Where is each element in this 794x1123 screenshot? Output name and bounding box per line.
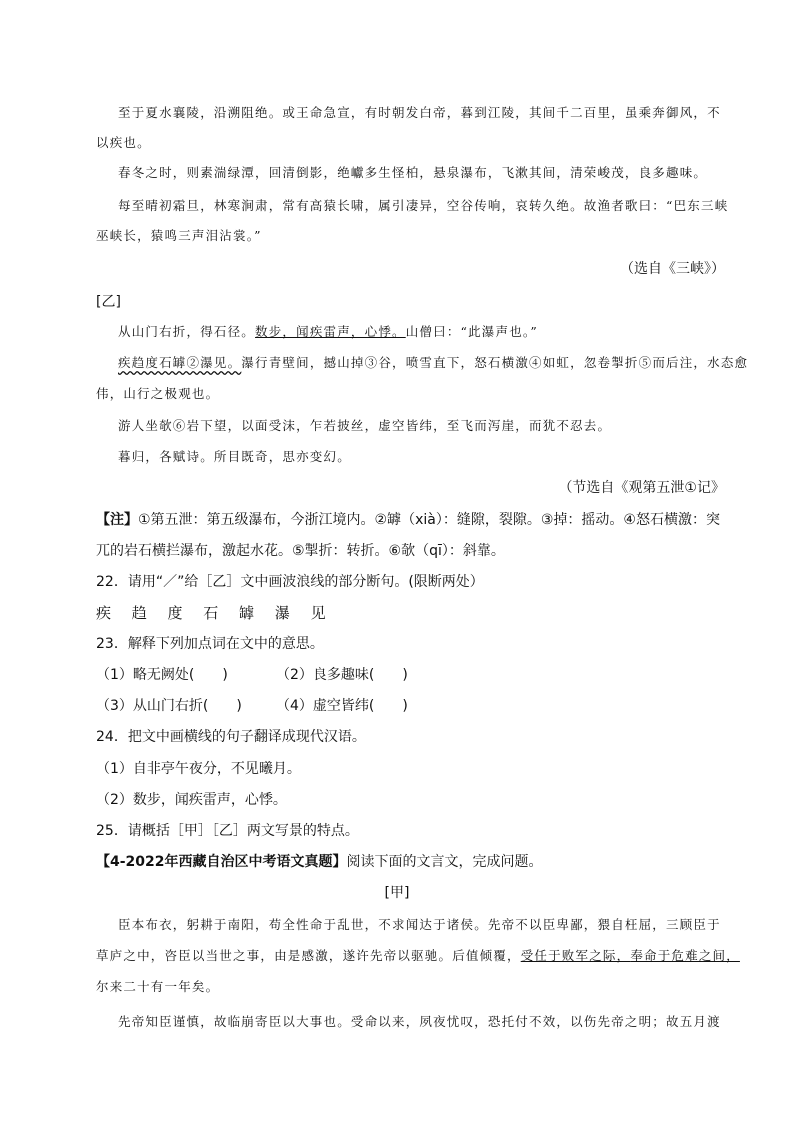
jia-source: （选自《三峡》） [620, 261, 725, 277]
question-24-item2: （2）数步，闻疾雷声，心悸。 [96, 792, 287, 808]
notes-line1 [96, 510, 720, 530]
question-25: 25．请概括［甲］［乙］两文写景的特点。 [96, 823, 359, 839]
yi-p1-b: 山僧曰：“此瀑声也。” [405, 324, 538, 339]
yi-p1 [118, 322, 538, 342]
section4-p1-line2-a: 草庐之中，咨臣以当世之事，由是感激，遂许先帝以驱驰。后值倾覆， [96, 948, 521, 963]
yi-p1-underlined: 数步，闻疾雷声，心悸。 [255, 324, 406, 339]
section4-p1-underlined-1: 受任于败军之际， [520, 948, 631, 963]
question-24-item1: （1）自非亭午夜分，不见曦月。 [96, 761, 301, 777]
section4-p1-line1: 臣本布衣，躬耕于南阳，苟全性命于乱世，不求闻达于诸侯。先帝不以臣卑鄙，猥自枉屈，三顾臣于 [118, 917, 721, 932]
section4-instruction: 阅读下面的文言文，完成问题。 [346, 854, 543, 870]
yi-source: （节选自《观第五泄①记》 [558, 480, 725, 496]
yi-p4: 暮归，各赋诗。所目既奇，思亦变幻。 [118, 449, 351, 464]
jia-p1-line1: 至于夏水襄陵，沿溯阻绝。或王命急宣，有时朝发白帝，暮到江陵，其间千二百里，虽乘奔御风，不 [118, 105, 721, 120]
question-24: 24．把文中画横线的句子翻译成现代汉语。 [96, 729, 366, 745]
section4-jia-label: [甲] [384, 885, 410, 901]
section4-p1-line3: 尔来二十有一年矣。 [96, 979, 220, 994]
section4-p1-underlined-2: 奉命于危难之间， [630, 948, 740, 963]
notes-line1-text: ①第五泄：第五级瀑布，今浙江境内。②罅（xià）：缝隙，裂隙。③掉：摇动。④怒石横激：突 [138, 512, 720, 528]
notes-line2: 兀的岩石横拦瀑布，激起水花。⑤掣折：转折。⑥欹（qī）：斜靠。 [96, 543, 505, 559]
question-22: 22．请用“／”给［乙］文中画波浪线的部分断句。(限断两处） [96, 574, 484, 590]
jia-p1-line2: 以疾也。 [96, 135, 151, 150]
question-23: 23．解释下列加点词在文中的意思。 [96, 636, 324, 652]
yi-p3: 游人坐欹⑥岩下望，以面受沫，乍若披丝，虚空皆纬，至飞而泻崖，而犹不忍去。 [118, 418, 612, 433]
yi-p2-wavy: 疾趋度石罅②瀑见。 [118, 355, 242, 370]
jia-p3-line1: 每至晴初霜旦，林寒涧肃，常有高猿长啸，属引凄异，空谷传响，哀转久绝。故渔者歌曰：“巴东三峡 [118, 198, 729, 213]
jia-p2: 春冬之时，则素湍绿潭，回清倒影，绝巘多生怪柏，悬泉瀑布，飞漱其间，清荣峻茂，良多趣味。 [118, 165, 708, 180]
jia-p3-line2: 巫峡长，猿鸣三声泪沾裳。” [96, 228, 262, 243]
section4-p2-line1: 先帝知臣谨慎，故临崩寄臣以大事也。受命以来，夙夜忧叹，恐托付不效，以伤先帝之明；故五月渡 [118, 1014, 721, 1029]
section4-heading [96, 852, 543, 872]
question-23-item1: （1）略无阙处( ) [96, 667, 228, 683]
section4-title: 【4-2022年西藏自治区中考语文真题】 [96, 854, 347, 870]
question-23-item2: （2）良多趣味( ) [276, 667, 408, 683]
yi-p2 [118, 353, 748, 373]
question-23-item3: （3）从山门右折( ) [96, 698, 242, 714]
yi-p1-a: 从山门右折，得石径。 [118, 324, 256, 339]
question-23-item4: （4）虚空皆纬( ) [276, 698, 408, 714]
section4-p1-line2 [96, 946, 740, 966]
yi-p2-line2: 伟，山行之极观也。 [96, 386, 220, 401]
yi-p2-rest: 瀑行青壁间，撼山掉③谷，喷雪直下，怒石横激④如虹，忽卷掣折⑤而后注，水态愈 [241, 355, 749, 370]
question-22-text: 疾 趋 度 石 罅 瀑 见 [96, 604, 334, 622]
notes-label: 【注】 [96, 512, 138, 528]
yi-label: [乙] [96, 294, 121, 310]
